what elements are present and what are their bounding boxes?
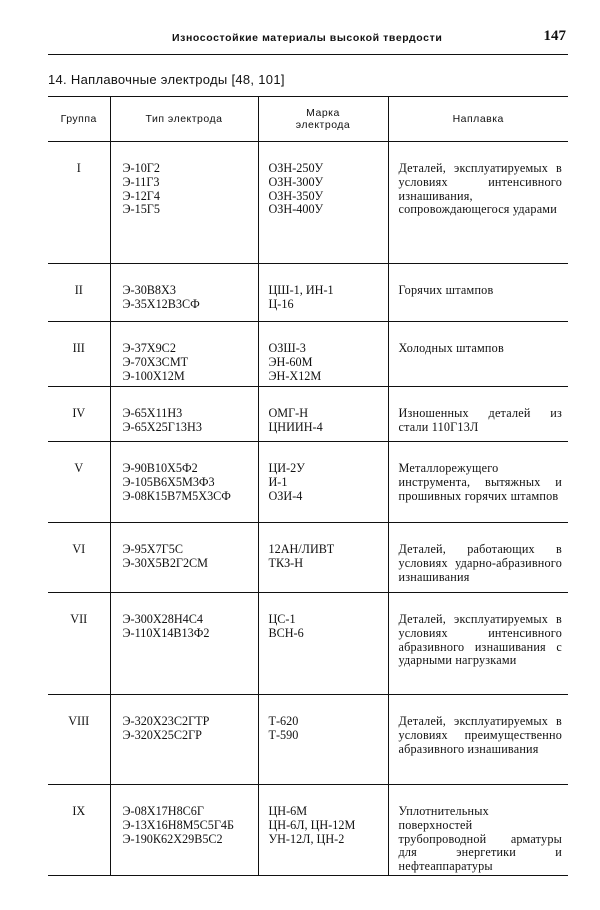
electrode-types-cell (110, 523, 258, 593)
application-cell: Деталей, эксплуатируемых в условиях преимущественно абразивного изнашивания (388, 695, 568, 785)
electrode-grade: ТКЗ-Н (268, 555, 304, 570)
electrode-grade: ЦИ-2У (268, 461, 305, 475)
group-cell: IV (48, 387, 110, 442)
electrode-type: Э-30В8Х3 (122, 283, 176, 297)
electrode-grade: ВСН-6 (268, 625, 304, 640)
electrode-grade: Ц-16 (268, 296, 294, 311)
electrode-grade: ЭН-Х12М (268, 368, 322, 383)
electrode-grade: ОЗН-400У (268, 202, 324, 217)
electrode-grades-cell (258, 264, 388, 322)
column-header-grade (258, 97, 388, 142)
application-cell: Изношенных деталей из стали 110Г13Л (388, 387, 568, 442)
electrode-type: Э-70Х3СМТ (122, 354, 189, 369)
electrode-type: Э-10Г2 (122, 161, 160, 175)
electrode-type: Э-110Х14В13Ф2 (122, 625, 210, 640)
table-caption: 14. Наплавочные электроды [48, 101] (48, 72, 285, 87)
electrode-type: Э-90В10Х5Ф2 (122, 461, 198, 475)
electrode-type: Э-30Х5В2Г2СМ (122, 555, 209, 570)
table-row (48, 695, 568, 785)
group-cell: V (48, 442, 110, 523)
table-row (48, 523, 568, 593)
electrode-grade: УН-12Л, ЦН-2 (268, 831, 345, 846)
table-row (48, 387, 568, 442)
table-row (48, 322, 568, 387)
application-cell: Холодных штампов (388, 322, 568, 387)
electrode-grade: Т-620 (268, 714, 299, 728)
electrode-type: Э-12Г4 (122, 188, 160, 203)
electrode-grades-cell (258, 322, 388, 387)
column-header-grade-line1: Марка (306, 107, 340, 119)
electrode-types-cell (110, 387, 258, 442)
electrode-type: Э-15Г5 (122, 202, 160, 217)
table-row (48, 264, 568, 322)
column-header-group: Группа (48, 97, 110, 142)
table-header-row (48, 97, 568, 142)
electrode-type: Э-100Х12М (122, 368, 185, 383)
application-cell: Металлорежущего инструмента, вытяжных и прошивных горячих штампов (388, 442, 568, 523)
electrode-grade: ОМГ-Н (268, 406, 309, 420)
electrode-type: Э-35Х12В3СФ (122, 296, 200, 311)
electrode-type: Э-65Х11Н3 (122, 406, 183, 420)
electrode-types-cell (110, 442, 258, 523)
electrode-grade: ЦН-6М (268, 804, 308, 818)
electrode-type: Э-300Х28Н4С4 (122, 612, 203, 626)
group-cell: III (48, 322, 110, 387)
electrode-grade: Т-590 (268, 727, 299, 742)
electrode-types-cell (110, 695, 258, 785)
electrode-type: Э-08К15В7М5Х3СФ (122, 488, 231, 503)
electrode-type: Э-95Х7Г5С (122, 542, 183, 556)
table-row (48, 442, 568, 523)
column-header-grade-line2: электрода (295, 119, 351, 131)
page-number: 147 (543, 28, 566, 44)
electrode-types-cell (110, 785, 258, 876)
electrode-type: Э-190К62Х29В5С2 (122, 831, 223, 846)
electrode-grade: ЦН-6Л, ЦН-12М (268, 817, 356, 832)
electrode-grades-cell (258, 442, 388, 523)
group-cell: II (48, 264, 110, 322)
electrode-type: Э-65Х25Г13Н3 (122, 419, 202, 434)
electrode-type: Э-320Х25С2ГР (122, 727, 202, 742)
electrode-grade: ОЗН-300У (268, 174, 324, 189)
application-cell: Уплотнительных поверхностей трубопроводной арматуры для энергетики и нефтеаппаратуры (388, 785, 568, 876)
electrode-grade: ЦНИИН-4 (268, 419, 323, 434)
electrode-grade: ОЗН-250У (268, 161, 324, 175)
running-header (48, 26, 568, 55)
electrodes-table (48, 96, 568, 876)
electrode-grades-cell (258, 523, 388, 593)
electrode-type: Э-37Х9С2 (122, 341, 176, 355)
column-header-type: Тип электрода (110, 97, 258, 142)
group-cell: IX (48, 785, 110, 876)
application-cell: Горячих штампов (388, 264, 568, 322)
electrode-type: Э-11Г3 (122, 174, 160, 189)
electrode-grade: ЭН-60М (268, 354, 313, 369)
application-cell: Деталей, работающих в условиях ударно-абразивного изнашивания (388, 523, 568, 593)
electrode-types-cell (110, 142, 258, 264)
electrode-type: Э-08Х17Н8С6Г (122, 804, 204, 818)
running-title: Износостойкие материалы высокой твердости (172, 32, 443, 44)
electrode-grades-cell (258, 593, 388, 695)
electrode-types-cell (110, 593, 258, 695)
electrode-types-cell (110, 322, 258, 387)
column-header-application: Наплавка (388, 97, 568, 142)
electrode-grade: ЦС-1 (268, 612, 296, 626)
group-cell: I (48, 142, 110, 264)
electrode-type: Э-105В6Х5М3Ф3 (122, 474, 215, 489)
group-cell: VI (48, 523, 110, 593)
table-row (48, 593, 568, 695)
group-cell: VII (48, 593, 110, 695)
application-cell: Деталей, эксплуатируемых в условиях интенсивного изнашивания, сопровождающегося ударами (388, 142, 568, 264)
electrode-grades-cell (258, 695, 388, 785)
electrode-grade: 12АН/ЛИВТ (268, 542, 335, 556)
electrode-grades-cell (258, 142, 388, 264)
electrode-grade: ОЗИ-4 (268, 488, 303, 503)
electrode-grades-cell (258, 387, 388, 442)
electrode-grade: ОЗН-350У (268, 188, 324, 203)
table-row (48, 785, 568, 876)
application-cell: Деталей, эксплуатируемых в условиях интенсивного абразивного изнашивания с ударными нагрузками (388, 593, 568, 695)
electrode-type: Э-13Х16Н8М5С5Г4Б (122, 817, 234, 832)
electrode-grade: И-1 (268, 474, 288, 489)
table-row (48, 142, 568, 264)
electrode-type: Э-320Х23С2ГТР (122, 714, 210, 728)
electrode-grade: ЦШ-1, ИН-1 (268, 283, 334, 297)
electrode-grades-cell (258, 785, 388, 876)
electrode-grade: ОЗШ-3 (268, 341, 306, 355)
electrode-types-cell (110, 264, 258, 322)
group-cell: VIII (48, 695, 110, 785)
